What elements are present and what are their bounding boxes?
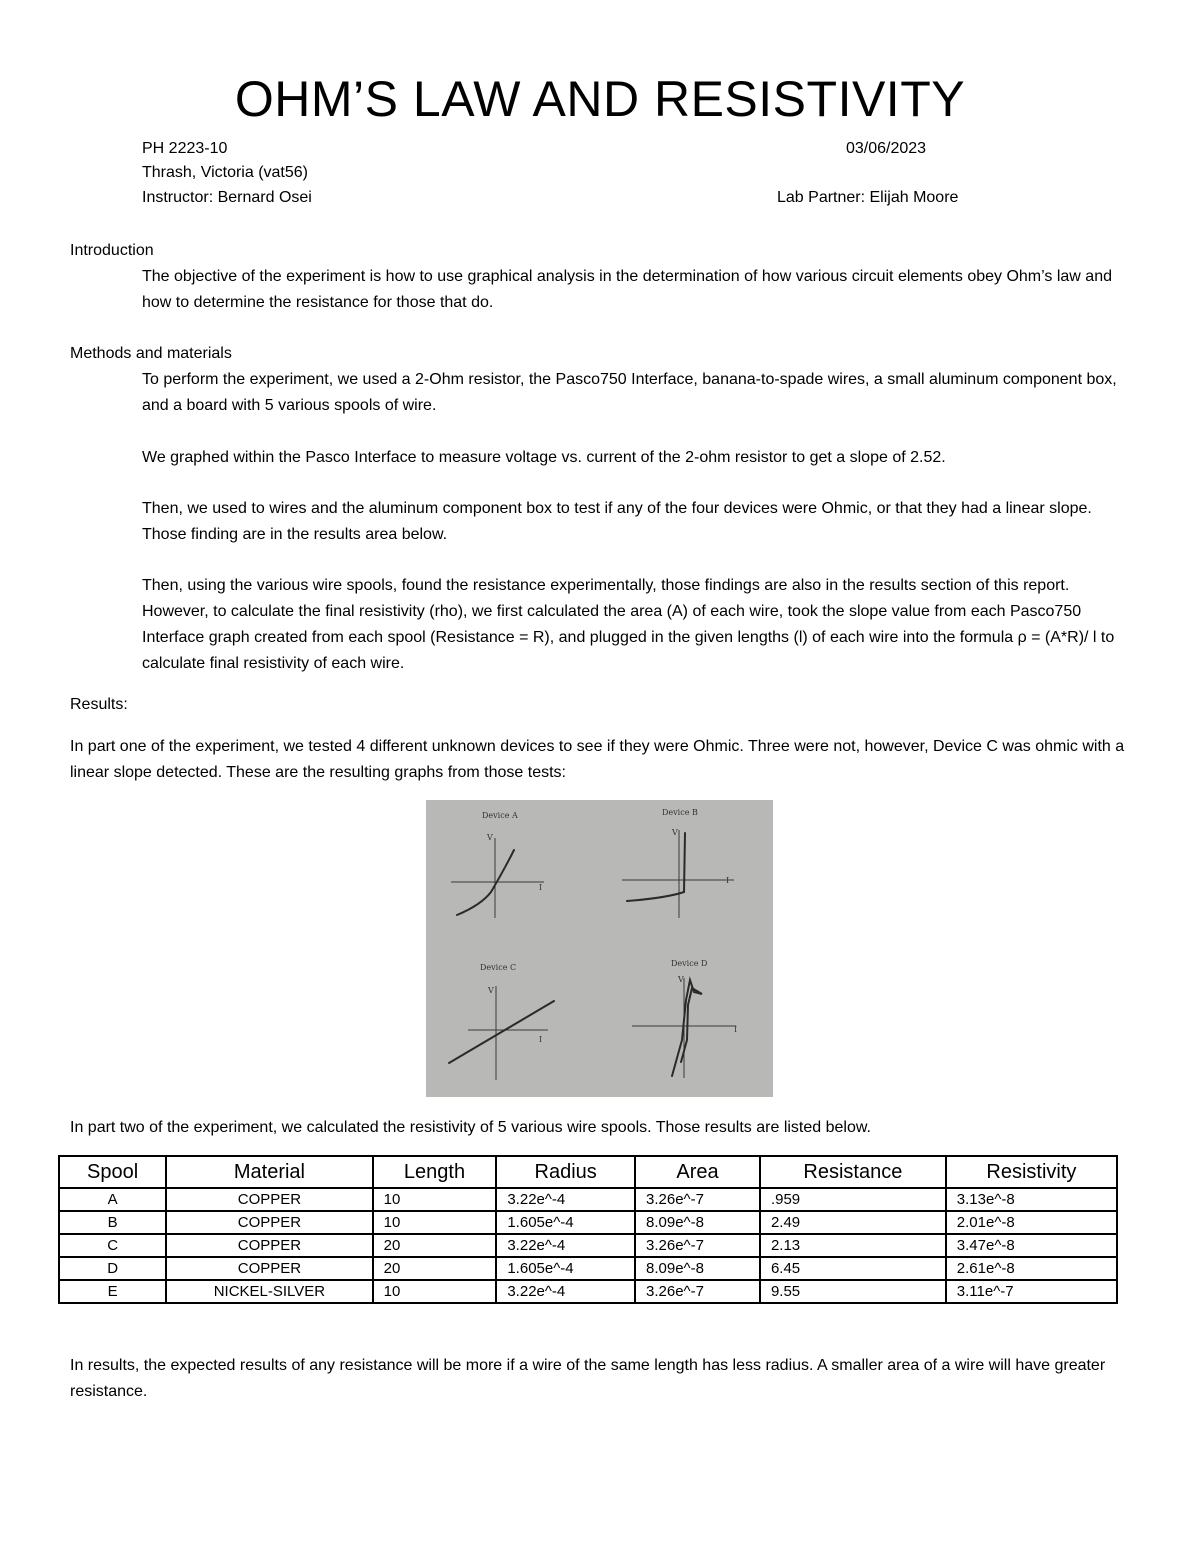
column-header: Length: [373, 1156, 497, 1188]
table-cell: 9.55: [760, 1280, 946, 1303]
device-c-line: [449, 1001, 554, 1063]
table-header-row: [59, 1156, 1117, 1188]
table-cell: 20: [373, 1234, 497, 1257]
table-cell: .959: [760, 1188, 946, 1211]
table-cell: A: [59, 1188, 166, 1211]
methods-paragraph-3: Then, we used to wires and the aluminum component box to test if any of the four devices were Ohmic, or that they had a linear slope. Those finding are in the results area below.: [142, 500, 1092, 543]
table-cell: 1.605e^-4: [496, 1211, 635, 1234]
device-d-v-label: V: [678, 975, 684, 984]
table-cell: 3.22e^-4: [496, 1280, 635, 1303]
table-cell: 2.61e^-8: [946, 1257, 1117, 1280]
column-header: Material: [166, 1156, 372, 1188]
device-d-label: Device D: [671, 959, 708, 968]
table-cell: 3.13e^-8: [946, 1188, 1117, 1211]
methods-paragraph-4: Then, using the various wire spools, found the resistance experimentally, those findings are also in the results section of this report. However, to calculate the final resistivity (rho), we first calculated the area (A) of each wire, took the slope value from each Pasco750 Interface graph created from each spool (Resistance = R), and plugged in the given lengths (l) of each wire into the formula ρ = (A*R)/ l to calculate final resistivity of each wire.: [142, 577, 1115, 672]
device-graphs-photo: [426, 800, 773, 1097]
table-cell: E: [59, 1280, 166, 1303]
table-row: [59, 1211, 1117, 1234]
table-row: [59, 1280, 1117, 1303]
table-cell: 2.49: [760, 1211, 946, 1234]
results-part1: In part one of the experiment, we tested 4 different unknown devices to see if they were Ohmic. Three were not, however, Device C was ohmic with a linear slope detected. These are the resulting graphs from those tests:: [70, 738, 1125, 781]
methods-paragraph-2: We graphed within the Pasco Interface to measure voltage vs. current of the 2-ohm resistor to get a slope of 2.52.: [142, 449, 946, 466]
methods-heading: Methods and materials: [70, 345, 232, 362]
table-cell: B: [59, 1211, 166, 1234]
table-cell: 3.11e^-7: [946, 1280, 1117, 1303]
device-b-v-label: V: [672, 828, 678, 837]
report-date: 03/06/2023: [846, 140, 927, 157]
table-cell: 6.45: [760, 1257, 946, 1280]
device-b-i-label: I: [726, 876, 730, 885]
device-a-v-label: V: [487, 833, 493, 842]
page-title: OHM’S LAW AND RESISTIVITY: [234, 71, 966, 127]
table-cell: 20: [373, 1257, 497, 1280]
column-header: Resistance: [760, 1156, 946, 1188]
device-c-i-label: I: [539, 1035, 543, 1044]
table-cell: 3.26e^-7: [635, 1188, 760, 1211]
table-cell: 1.605e^-4: [496, 1257, 635, 1280]
column-header: Radius: [496, 1156, 635, 1188]
instructor-name: Instructor: Bernard Osei: [142, 189, 312, 206]
course-code: PH 2223-10: [142, 140, 228, 157]
results-heading: Results:: [70, 696, 128, 713]
device-b-label: Device B: [662, 808, 698, 817]
device-a-i-label: I: [539, 883, 543, 892]
student-name: Thrash, Victoria (vat56): [142, 164, 308, 181]
table-cell: 8.09e^-8: [635, 1257, 760, 1280]
device-d-i-label: I: [734, 1025, 738, 1034]
intro-heading: Introduction: [70, 242, 154, 259]
table-row: [59, 1234, 1117, 1257]
methods-paragraph-1: To perform the experiment, we used a 2-Ohm resistor, the Pasco750 Interface, banana-to-spade wires, a small aluminum component box, and a board with 5 various spools of wire.: [142, 371, 1117, 414]
device-c-v-label: V: [488, 986, 494, 995]
device-c-label: Device C: [480, 963, 517, 972]
table-cell: C: [59, 1234, 166, 1257]
table-cell: 3.47e^-8: [946, 1234, 1117, 1257]
results-conclusion: In results, the expected results of any resistance will be more if a wire of the same length has less radius. A smaller area of a wire will have greater resistance.: [70, 1357, 1106, 1400]
column-header: Resistivity: [946, 1156, 1117, 1188]
table-cell: 10: [373, 1211, 497, 1234]
table-row: [59, 1257, 1117, 1280]
table-cell: 2.13: [760, 1234, 946, 1257]
table-cell: COPPER: [166, 1211, 372, 1234]
table-cell: 8.09e^-8: [635, 1211, 760, 1234]
table-cell: 3.22e^-4: [496, 1188, 635, 1211]
resistivity-table: [58, 1155, 1118, 1304]
intro-text: The objective of the experiment is how to use graphical analysis in the determination of how various circuit elements obey Ohm’s law and how to determine the resistance for those that do.: [142, 268, 1112, 311]
device-b-curve: [627, 833, 685, 901]
column-header: Spool: [59, 1156, 166, 1188]
table-cell: 3.26e^-7: [635, 1280, 760, 1303]
table-cell: 3.26e^-7: [635, 1234, 760, 1257]
table-cell: D: [59, 1257, 166, 1280]
table-cell: 3.22e^-4: [496, 1234, 635, 1257]
column-header: Area: [635, 1156, 760, 1188]
table-cell: 10: [373, 1188, 497, 1211]
table-row: [59, 1188, 1117, 1211]
table-cell: 10: [373, 1280, 497, 1303]
table-cell: COPPER: [166, 1234, 372, 1257]
device-a-label: Device A: [482, 811, 518, 820]
results-part2: In part two of the experiment, we calculated the resistivity of 5 various wire spools. Those results are listed below.: [70, 1119, 871, 1136]
table-cell: COPPER: [166, 1257, 372, 1280]
table-cell: COPPER: [166, 1188, 372, 1211]
lab-partner: Lab Partner: Elijah Moore: [777, 189, 959, 206]
table-cell: 2.01e^-8: [946, 1211, 1117, 1234]
device-d-curve: [672, 980, 702, 1076]
table-cell: NICKEL-SILVER: [166, 1280, 372, 1303]
